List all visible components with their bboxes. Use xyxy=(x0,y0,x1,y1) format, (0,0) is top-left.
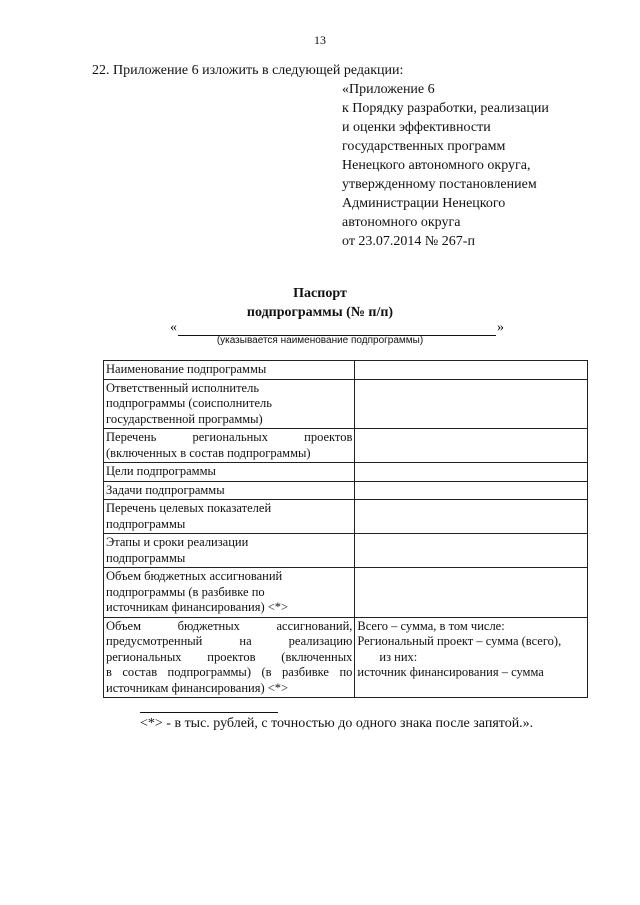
passport-title-line1: Паспорт xyxy=(293,286,347,301)
value-line: Региональный проект – сумма (всего), xyxy=(357,634,562,648)
label-line: Наименование подпрограммы xyxy=(106,362,267,376)
footnote-divider xyxy=(140,712,278,713)
passport-title-line2: подпрограммы (№ п/п) xyxy=(246,305,394,320)
label-line: Перечень региональных проектов xyxy=(106,430,353,444)
row-label xyxy=(104,481,355,500)
table-row xyxy=(104,568,588,618)
label-line: подпрограммы xyxy=(106,550,186,565)
row-value xyxy=(355,500,588,534)
value-line: Всего – сумма, в том числе: xyxy=(357,618,505,633)
appendix-line: Администрации Ненецкого xyxy=(342,196,506,211)
value-line: из них: xyxy=(379,649,418,664)
appendix-heading xyxy=(342,80,622,251)
row-value xyxy=(355,617,588,698)
subprogram-name-hint: (указывается наименование подпрограммы) xyxy=(216,335,424,346)
row-label xyxy=(104,429,355,463)
row-label xyxy=(104,500,355,534)
label-line: источникам финансирования) <*> xyxy=(106,680,289,695)
subprogram-name-line xyxy=(170,320,504,336)
table-row xyxy=(104,617,588,698)
passport-table xyxy=(103,360,588,698)
label-line: подпрограммы xyxy=(106,516,186,531)
value-line: источник финансирования – сумма xyxy=(357,665,544,679)
appendix-line: «Приложение 6 xyxy=(342,82,435,97)
page-number: 13 xyxy=(314,33,326,47)
table-row xyxy=(104,481,588,500)
label-line: Объем бюджетных ассигнований, xyxy=(106,618,353,633)
table-row xyxy=(104,500,588,534)
row-value xyxy=(355,534,588,568)
appendix-line: государственных программ xyxy=(342,139,506,154)
label-line: Этапы и сроки реализации xyxy=(106,535,249,549)
row-label xyxy=(104,379,355,429)
passport-title xyxy=(0,284,640,322)
appendix-line: от 23.07.2014 № 267-п xyxy=(342,234,475,249)
row-label xyxy=(104,361,355,380)
table-row xyxy=(104,463,588,482)
label-line: Задачи подпрограммы xyxy=(106,482,225,497)
row-label xyxy=(104,534,355,568)
quote-open: « xyxy=(170,320,177,335)
label-line: Объем бюджетных ассигнований xyxy=(106,569,283,583)
appendix-line: и оценки эффективности xyxy=(342,120,491,135)
appendix-line: автономного округа xyxy=(342,215,461,230)
label-line: региональных проектов (включенных xyxy=(106,649,353,664)
label-line: подпрограммы (в разбивке по xyxy=(106,584,265,599)
label-line: подпрограммы (соисполнитель xyxy=(106,396,272,410)
label-line: (включенных в состав подпрограммы) xyxy=(106,445,311,460)
appendix-line: Ненецкого автономного округа, xyxy=(342,158,531,173)
label-line: Перечень целевых показателей xyxy=(106,501,272,515)
table-row xyxy=(104,429,588,463)
table-row xyxy=(104,361,588,380)
row-label xyxy=(104,463,355,482)
appendix-line: утвержденному постановлением xyxy=(342,177,537,192)
label-line: в состав подпрограммы) (в разбивке по xyxy=(106,665,353,679)
quote-close: » xyxy=(497,320,504,335)
label-line: источникам финансирования) <*> xyxy=(106,600,289,614)
row-label xyxy=(104,568,355,618)
row-value xyxy=(355,379,588,429)
table-row xyxy=(104,534,588,568)
label-line: государственной программы) xyxy=(106,411,263,426)
row-value xyxy=(355,463,588,482)
row-value xyxy=(355,568,588,618)
row-value xyxy=(355,429,588,463)
row-label xyxy=(104,617,355,698)
row-value xyxy=(355,361,588,380)
table-row xyxy=(104,379,588,429)
row-value xyxy=(355,481,588,500)
label-line: предусмотренный на реализацию xyxy=(106,634,353,648)
appendix-line: к Порядку разработки, реализации xyxy=(342,101,549,116)
label-line: Ответственный исполнитель xyxy=(106,380,260,395)
amendment-item: 22. Приложение 6 изложить в следующей редакции: xyxy=(92,63,404,78)
footnote: <*> - в тыс. рублей, с точностью до одного знака после запятой.». xyxy=(140,716,534,731)
label-line: Цели подпрограммы xyxy=(106,464,216,478)
